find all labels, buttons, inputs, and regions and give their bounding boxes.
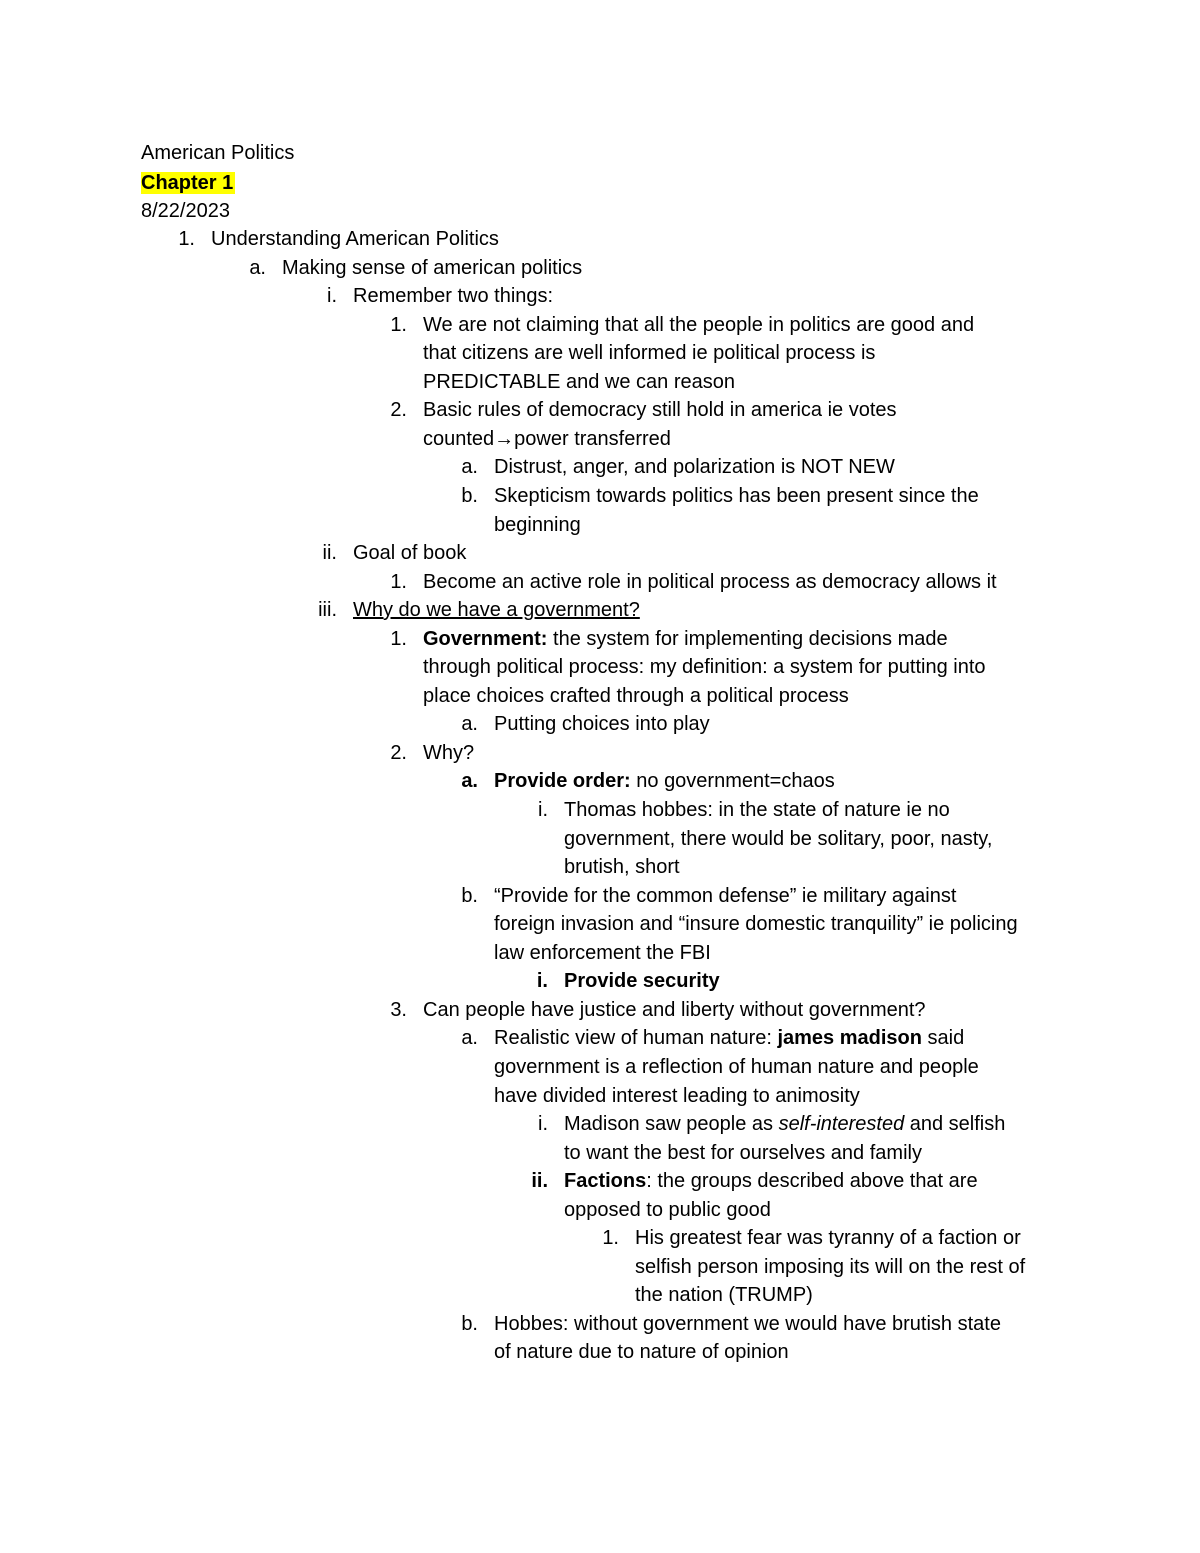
outline-text bbox=[494, 453, 895, 481]
text-run: Become an active role in political process as democracy allows it bbox=[423, 571, 997, 593]
outline-text bbox=[494, 710, 710, 738]
outline-text bbox=[494, 882, 956, 910]
outline-marker: 1. bbox=[178, 228, 195, 250]
text-run: Skepticism towards politics has been present since the bbox=[494, 485, 979, 507]
text-run: no government=chaos bbox=[630, 770, 835, 792]
text-run: Understanding American Politics bbox=[211, 228, 499, 250]
outline-text bbox=[423, 396, 897, 424]
bold-term: Provide order: bbox=[494, 770, 631, 792]
outline-text bbox=[423, 682, 849, 710]
outline-text bbox=[423, 625, 948, 653]
outline-marker: i. bbox=[536, 970, 548, 992]
text-run: Putting choices into play bbox=[494, 713, 710, 735]
text-run: Making sense of american politics bbox=[282, 257, 583, 279]
bold-term: james madison bbox=[777, 1027, 922, 1049]
bold-term: Factions bbox=[564, 1170, 647, 1192]
text-run: PREDICTABLE and we can reason bbox=[423, 371, 736, 393]
outline-text bbox=[211, 225, 499, 253]
text-run: government, there would be solitary, poor, nasty, bbox=[564, 828, 993, 850]
text-run: Thomas hobbes: in the state of nature ie no bbox=[564, 799, 950, 821]
outline-marker: i. bbox=[538, 799, 548, 821]
outline-marker: ii. bbox=[531, 1170, 548, 1192]
outline-text bbox=[564, 1110, 1005, 1138]
outline-text bbox=[494, 1024, 964, 1052]
text-run: and selfish bbox=[904, 1113, 1006, 1135]
note-date: 8/22/2023 bbox=[141, 200, 230, 222]
outline-text bbox=[353, 539, 466, 567]
text-run: Basic rules of democracy still hold in america ie votes bbox=[423, 399, 897, 421]
outline-text bbox=[635, 1224, 1021, 1252]
outline-text bbox=[564, 1139, 922, 1167]
document-title: American Politics bbox=[141, 142, 295, 164]
text-run: Why do we have a government? bbox=[353, 599, 640, 621]
outline-text bbox=[494, 1338, 789, 1366]
outline-text bbox=[494, 939, 711, 967]
outline-text bbox=[423, 339, 875, 367]
outline-marker: ii. bbox=[322, 542, 337, 564]
outline-text bbox=[282, 254, 582, 282]
outline-text bbox=[564, 1167, 978, 1195]
chapter-highlight: Chapter 1 bbox=[141, 172, 234, 194]
outline-text bbox=[423, 425, 671, 453]
outline-text bbox=[494, 910, 1018, 938]
text-run: : the groups described above that are bbox=[646, 1170, 978, 1192]
text-run: Goal of book bbox=[353, 542, 467, 564]
outline-marker: 1. bbox=[390, 571, 407, 593]
text-run: We are not claiming that all the people in politics are good and bbox=[423, 314, 975, 336]
text-run: Why? bbox=[423, 742, 475, 764]
text-run: law enforcement the FBI bbox=[494, 942, 711, 964]
outline-text bbox=[635, 1281, 813, 1309]
outline-marker: 1. bbox=[602, 1227, 619, 1249]
text-run: brutish, short bbox=[564, 856, 680, 878]
text-run: selfish person imposing its will on the rest of bbox=[635, 1256, 1026, 1278]
text-run: to want the best for ourselves and family bbox=[564, 1142, 922, 1164]
outline-text bbox=[494, 1082, 860, 1110]
bold-term: Government: bbox=[423, 628, 548, 650]
bold-term: Provide security bbox=[564, 970, 720, 992]
text-run: beginning bbox=[494, 514, 581, 536]
outline-text bbox=[353, 282, 553, 310]
text-run: have divided interest leading to animosity bbox=[494, 1085, 860, 1107]
outline-marker: iii. bbox=[318, 599, 337, 621]
outline-text bbox=[423, 368, 735, 396]
chapter-heading bbox=[141, 169, 235, 197]
outline-marker: b. bbox=[461, 1313, 478, 1335]
text-run: of nature due to nature of opinion bbox=[494, 1341, 789, 1363]
outline-text bbox=[564, 825, 992, 853]
outline-marker: a. bbox=[461, 713, 478, 735]
outline-text bbox=[494, 1310, 1001, 1338]
outline-marker: a. bbox=[461, 456, 478, 478]
outline-text bbox=[494, 482, 979, 510]
text-run: Madison saw people as bbox=[564, 1113, 779, 1135]
outline-text bbox=[564, 967, 720, 995]
outline-text bbox=[564, 853, 680, 881]
text-run: foreign invasion and “insure domestic tranquility” ie policing bbox=[494, 913, 1018, 935]
outline-marker: b. bbox=[461, 485, 478, 507]
outline-text bbox=[423, 311, 974, 339]
outline-text bbox=[423, 739, 474, 767]
outline-text bbox=[423, 996, 926, 1024]
text-run: Realistic view of human nature: bbox=[494, 1027, 778, 1049]
outline-marker: 1. bbox=[390, 314, 407, 336]
text-run: Distrust, anger, and polarization is NOT NEW bbox=[494, 456, 895, 478]
outline-marker: i. bbox=[538, 1113, 548, 1135]
outline-text bbox=[564, 796, 950, 824]
outline-text bbox=[353, 596, 640, 624]
italic-term: self-interested bbox=[778, 1113, 905, 1135]
outline-text bbox=[635, 1253, 1025, 1281]
outline-marker: 3. bbox=[390, 999, 407, 1021]
outline-text bbox=[423, 568, 997, 596]
outline-marker: a. bbox=[461, 770, 478, 792]
text-run: place choices crafted through a political process bbox=[423, 685, 849, 707]
outline-text bbox=[494, 1053, 979, 1081]
text-run: His greatest fear was tyranny of a faction or bbox=[635, 1227, 1021, 1249]
outline-marker: i. bbox=[327, 285, 337, 307]
outline-text bbox=[423, 653, 986, 681]
text-run: government is a reflection of human nature and people bbox=[494, 1056, 979, 1078]
outline-marker: a. bbox=[461, 1027, 478, 1049]
text-run: Remember two things: bbox=[353, 285, 554, 307]
outline-text bbox=[494, 511, 581, 539]
outline-text bbox=[494, 767, 835, 795]
outline-marker: 1. bbox=[390, 628, 407, 650]
text-run: the nation (TRUMP) bbox=[635, 1284, 813, 1306]
text-run: Can people have justice and liberty without government? bbox=[423, 999, 926, 1021]
text-run: Hobbes: without government we would have brutish state bbox=[494, 1313, 1001, 1335]
text-run: the system for implementing decisions made bbox=[547, 628, 948, 650]
outline-marker: 2. bbox=[390, 399, 407, 421]
text-run: said bbox=[921, 1027, 965, 1049]
outline-marker: 2. bbox=[390, 742, 407, 764]
text-run: that citizens are well informed ie political process is bbox=[423, 342, 876, 364]
text-run: opposed to public good bbox=[564, 1199, 771, 1221]
outline-marker: b. bbox=[461, 885, 478, 907]
outline-text bbox=[564, 1196, 771, 1224]
text-run: through political process: my definition: a system for putting into bbox=[423, 656, 986, 678]
text-run: counted→power transferred bbox=[423, 428, 671, 450]
outline-marker: a. bbox=[249, 257, 266, 279]
text-run: “Provide for the common defense” ie military against bbox=[494, 885, 957, 907]
